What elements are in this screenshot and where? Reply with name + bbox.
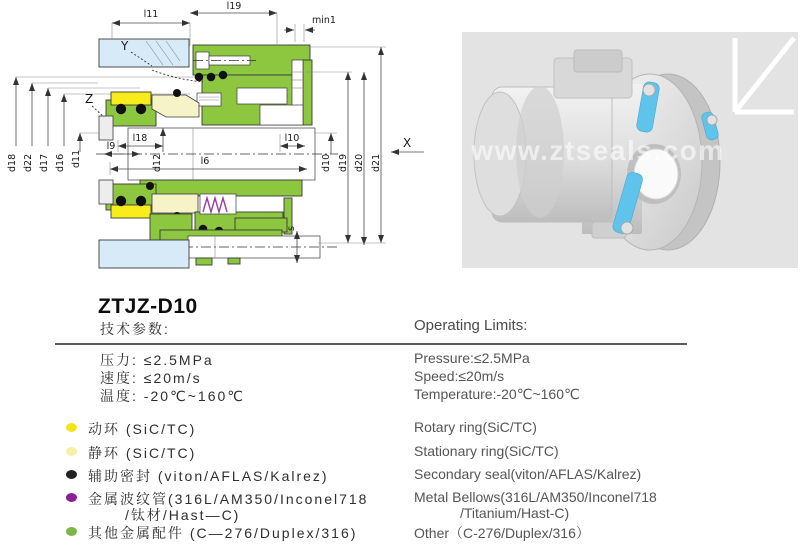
o-ring: [116, 104, 126, 114]
dim-d21: d21: [371, 153, 382, 172]
dim-d19: d19: [338, 153, 349, 172]
clip-bolt: [621, 222, 633, 234]
dim-d10: d10: [321, 153, 332, 172]
material-zh: 静环 (SiC/TC): [88, 445, 197, 461]
lower-assembly: [99, 180, 338, 268]
material-row-other-metal: [0, 523, 800, 543]
material-zh-cont: /钛材/Hast—C): [125, 507, 241, 523]
material-row-metal-bellows-cont: [0, 505, 800, 525]
dim-l9: l9: [106, 141, 116, 152]
section-x-label: X: [403, 136, 412, 150]
bullet-dot: [66, 423, 77, 432]
bullet-dot: [66, 470, 77, 479]
params-heading-en: Operating Limits:: [414, 317, 528, 334]
dim-d22: d22: [23, 153, 34, 172]
stationary-ring-upper: [152, 95, 199, 117]
dim-d18: d18: [7, 153, 18, 172]
product-photo: [462, 32, 798, 268]
material-zh: 辅助密封 (viton/AFLAS/Kalrez): [88, 468, 329, 484]
param-row-temperature: [0, 386, 800, 404]
upper-gland-plate: [99, 39, 189, 67]
technical-drawing: [0, 0, 460, 290]
material-en-cont: /Titanium/Hast-C): [460, 505, 570, 521]
param-row-pressure: [0, 350, 800, 368]
page-title: ZTJZ-D10: [98, 295, 198, 318]
material-en: Other（C-276/Duplex/316）: [414, 525, 590, 541]
material-zh: 金属波纹管(316L/AM350/Inconel718: [88, 491, 369, 507]
divider-line: [55, 343, 687, 345]
dim-l18: l18: [132, 133, 148, 144]
product-render: [462, 32, 798, 268]
dim-d20: d20: [354, 153, 365, 172]
param-en: Speed:≤20m/s: [414, 368, 505, 384]
param-row-speed: [0, 368, 800, 386]
dim-min1: min1: [312, 15, 336, 26]
material-en: Secondary seal(viton/AFLAS/Kalrez): [414, 466, 642, 482]
dim-s: s: [286, 226, 297, 231]
clip-bolt: [707, 115, 717, 125]
stationary-ring-lower: [152, 194, 198, 213]
material-row-stationary-ring: [0, 443, 800, 463]
bullet-dot: [66, 493, 77, 502]
right-dimensions: [305, 47, 424, 245]
material-row-rotary-ring: [0, 419, 800, 439]
detail-z-label: Z: [85, 92, 94, 106]
material-en: Stationary ring(SiC/TC): [414, 443, 559, 459]
bullet-dot: [66, 447, 77, 456]
dim-d12: d12: [152, 153, 163, 172]
param-zh: 速度: ≤20m/s: [100, 370, 202, 386]
material-zh: 其他金属配件 (C—276/Duplex/316): [88, 525, 358, 541]
material-en: Metal Bellows(316L/AM350/Inconel718: [414, 489, 657, 505]
param-en: Temperature:-20℃~160℃: [414, 386, 580, 402]
corner-fold-icon: [735, 38, 794, 112]
param-zh: 压力: ≤2.5MPa: [100, 352, 214, 368]
o-ring: [136, 104, 146, 114]
dim-l19: l19: [226, 1, 242, 12]
dim-l11: l11: [143, 9, 159, 20]
left-diameter-labels: [7, 150, 82, 172]
material-row-secondary-seal: [0, 466, 800, 486]
dim-d11: d11: [71, 149, 82, 168]
material-zh: 动环 (SiC/TC): [88, 421, 197, 437]
shaft-step-upper: [99, 116, 113, 140]
upper-assembly: [99, 39, 312, 140]
rotary-ring-upper: [111, 92, 151, 105]
bullet-dot: [66, 527, 77, 536]
clip-bolt: [643, 84, 655, 96]
dim-l6: l6: [200, 156, 210, 167]
dim-d17: d17: [39, 153, 50, 172]
rotary-ring-lower: [111, 205, 151, 218]
dim-d16: d16: [55, 153, 66, 172]
param-en: Pressure:≤2.5MPa: [414, 350, 530, 366]
seal-cross-section: [0, 0, 460, 290]
dim-l10: l10: [284, 133, 300, 144]
param-zh: 温度: -20℃~160℃: [100, 388, 245, 404]
lower-gland-plate: [99, 240, 189, 268]
material-en: Rotary ring(SiC/TC): [414, 419, 537, 435]
shaft-step-lower: [99, 180, 113, 204]
params-heading-zh: 技术参数:: [100, 321, 170, 337]
set-screw: [197, 93, 221, 106]
watermark-text: www.ztseals.com: [471, 135, 725, 166]
detail-y-label: Y: [121, 39, 129, 53]
